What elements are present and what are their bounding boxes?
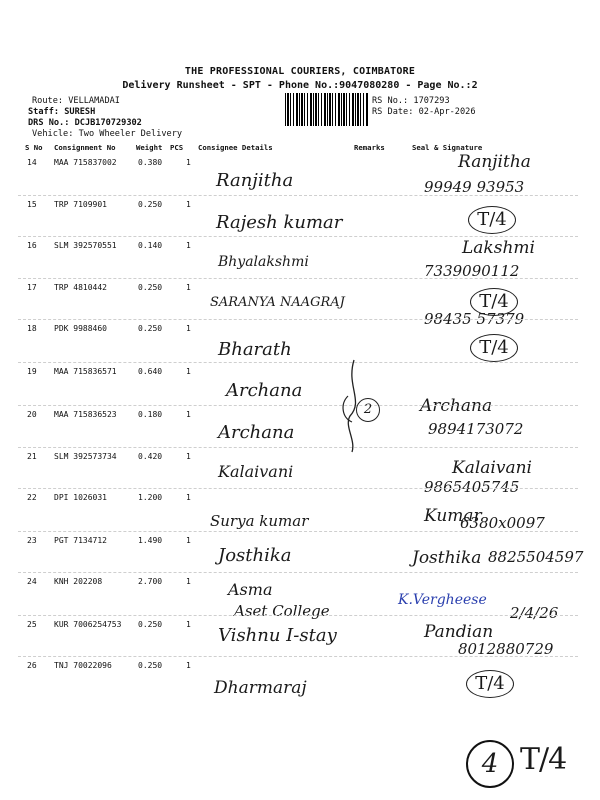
route-line — [32, 96, 120, 107]
row-separator — [18, 195, 578, 196]
row-seal-circled: T/4 — [470, 288, 518, 316]
row-sno: 18 — [27, 324, 37, 333]
row-signature: Kalaivani — [452, 458, 532, 478]
row-signature-phone: 8825504597 — [488, 548, 584, 566]
col-signature: Seal & Signature — [412, 143, 483, 152]
row-consignee-handwritten: Josthika — [218, 545, 292, 566]
row-pcs: 1 — [186, 577, 191, 586]
row-pcs: 1 — [186, 241, 191, 250]
col-consignee: Consignee Details — [198, 143, 273, 152]
rs-no-label: RS No.: — [372, 96, 409, 106]
vehicle-line — [32, 129, 182, 140]
row-signature: K.Vergheese — [398, 592, 487, 608]
row-consignment-no: PDK 9988460 — [54, 324, 107, 333]
row-weight: 0.250 — [138, 620, 163, 629]
drs-label: DRS No.: — [28, 118, 70, 128]
row-consignee-handwritten: Archana — [226, 380, 303, 401]
runsheet-subtitle: Delivery Runsheet - SPT - Phone No.:9047080280 - Page No.:2 — [122, 80, 478, 91]
row-consignee-line2: Aset College — [234, 602, 330, 620]
row-signature-phone: 9865405745 — [424, 478, 520, 496]
row-sno: 19 — [27, 367, 37, 376]
row-consignee-handwritten: Vishnu I-stay — [218, 625, 337, 646]
row-consignment-no: MAA 715836571 — [54, 367, 117, 376]
row-signature-phone: 9894173072 — [428, 420, 524, 438]
drs-line — [28, 118, 142, 129]
row-weight: 0.420 — [138, 452, 163, 461]
row-sno: 14 — [27, 158, 37, 167]
row-signature-phone: 7339090112 — [424, 262, 520, 280]
remarks-circled-mark: 2 — [356, 398, 380, 422]
row-weight: 0.640 — [138, 367, 163, 376]
staff-value: SURESH — [64, 107, 96, 117]
row-consignment-no: SLM 392573734 — [54, 452, 117, 461]
row-signature: Josthika — [412, 548, 482, 568]
row-consignment-no: TNJ 70022096 — [54, 661, 112, 670]
row-separator — [18, 405, 578, 406]
row-pcs: 1 — [186, 452, 191, 461]
vehicle-label: Vehicle: — [32, 129, 74, 139]
row-signature: Pandian — [424, 622, 494, 642]
rs-no-value: 1707293 — [413, 96, 450, 106]
row-sno: 22 — [27, 493, 37, 502]
row-separator — [18, 572, 578, 573]
rs-date-value: 02-Apr-2026 — [418, 107, 476, 117]
col-sno: S No — [25, 143, 43, 152]
footer-circled-number: 4 — [466, 740, 514, 788]
col-pcs: PCS — [170, 143, 184, 152]
staff-line — [28, 107, 95, 118]
col-consignment: Consignment No — [54, 143, 116, 152]
vehicle-value: Two Wheeler Delivery — [78, 129, 183, 139]
row-sno: 23 — [27, 536, 37, 545]
row-consignee-handwritten: Surya kumar — [210, 512, 309, 530]
row-consignment-no: KUR 7006254753 — [54, 620, 122, 629]
row-consignee-handwritten: Asma — [228, 580, 273, 599]
row-separator — [18, 236, 578, 237]
row-consignee-handwritten: Archana — [218, 422, 295, 443]
row-signature: Kumar — [424, 506, 482, 526]
route-label: Route: — [32, 96, 64, 106]
row-pcs: 1 — [186, 324, 191, 333]
row-consignment-no: TRP 4810442 — [54, 283, 107, 292]
row-separator — [18, 656, 578, 657]
row-seal-circled: T/4 — [466, 670, 514, 698]
row-pcs: 1 — [186, 410, 191, 419]
row-sno: 16 — [27, 241, 37, 250]
row-signature: Archana — [420, 396, 493, 416]
row-consignment-no: KNH 202208 — [54, 577, 103, 586]
row-separator — [18, 488, 578, 489]
row-separator — [18, 447, 578, 448]
row-pcs: 1 — [186, 283, 191, 292]
footer-note: T/4 — [520, 742, 567, 777]
rs-date-line — [372, 107, 476, 118]
row-pcs: 1 — [186, 493, 191, 502]
row-seal-circled: T/4 — [470, 334, 518, 362]
row-pcs: 1 — [186, 536, 191, 545]
row-consignee-handwritten: Bhyalakshmi — [218, 254, 309, 270]
row-consignment-no: SLM 392570551 — [54, 241, 117, 250]
route-value: VELLAMADAI — [68, 96, 120, 106]
row-weight: 0.380 — [138, 158, 163, 167]
row-pcs: 1 — [186, 620, 191, 629]
row-consignee-handwritten: Kalaivani — [218, 462, 294, 481]
row-consignee-handwritten: SARANYA NAAGRAJ — [210, 295, 345, 310]
row-signature-phone: 8012880729 — [458, 640, 554, 658]
row-weight: 1.490 — [138, 536, 163, 545]
row-sno: 20 — [27, 410, 37, 419]
row-consignee-handwritten: Rajesh kumar — [216, 212, 343, 233]
row-consignment-no: TRP 7109901 — [54, 200, 107, 209]
row-separator — [18, 531, 578, 532]
row-signature-phone: 2/4/26 — [510, 604, 559, 622]
row-consignment-no: MAA 715837002 — [54, 158, 117, 167]
row-separator — [18, 319, 578, 320]
row-consignment-no: DPI 1026031 — [54, 493, 107, 502]
row-separator — [18, 278, 578, 279]
runsheet-title: THE PROFESSIONAL COURIERS, COIMBATORE — [184, 66, 416, 77]
row-pcs: 1 — [186, 158, 191, 167]
row-signature-phone: 99949 93953 — [424, 178, 525, 196]
barcode — [285, 93, 369, 126]
row-separator — [18, 362, 578, 363]
drs-value: DCJB170729302 — [74, 118, 142, 128]
staff-label: Staff: — [28, 107, 60, 117]
row-sno: 25 — [27, 620, 37, 629]
row-pcs: 1 — [186, 661, 191, 670]
row-signature-phone: 98435 57379 — [424, 310, 525, 328]
row-signature: Ranjitha — [458, 152, 531, 172]
row-sno: 17 — [27, 283, 37, 292]
row-weight: 0.250 — [138, 200, 163, 209]
row-consignee-handwritten: Ranjitha — [216, 170, 294, 191]
row-weight: 0.180 — [138, 410, 163, 419]
row-weight: 0.250 — [138, 661, 163, 670]
row-consignee-handwritten: Dharmaraj — [214, 678, 307, 698]
rs-date-label: RS Date: — [372, 107, 414, 117]
col-weight: Weight — [136, 143, 163, 152]
row-separator — [18, 615, 578, 616]
row-sno: 15 — [27, 200, 37, 209]
row-sno: 24 — [27, 577, 37, 586]
row-sno: 26 — [27, 661, 37, 670]
row-weight: 0.140 — [138, 241, 163, 250]
row-sno: 21 — [27, 452, 37, 461]
row-weight: 2.700 — [138, 577, 163, 586]
row-weight: 0.250 — [138, 324, 163, 333]
row-consignment-no: MAA 715836523 — [54, 410, 117, 419]
row-pcs: 1 — [186, 200, 191, 209]
row-consignment-no: PGT 7134712 — [54, 536, 107, 545]
col-remarks: Remarks — [354, 143, 385, 152]
row-weight: 1.200 — [138, 493, 163, 502]
row-consignee-handwritten: Bharath — [218, 339, 292, 360]
row-signature: Lakshmi — [462, 238, 535, 258]
rs-no-line — [372, 96, 450, 107]
row-pcs: 1 — [186, 367, 191, 376]
row-seal-circled: T/4 — [468, 206, 516, 234]
row-weight: 0.250 — [138, 283, 163, 292]
row-signature-phone: 6380x0097 — [460, 514, 545, 532]
